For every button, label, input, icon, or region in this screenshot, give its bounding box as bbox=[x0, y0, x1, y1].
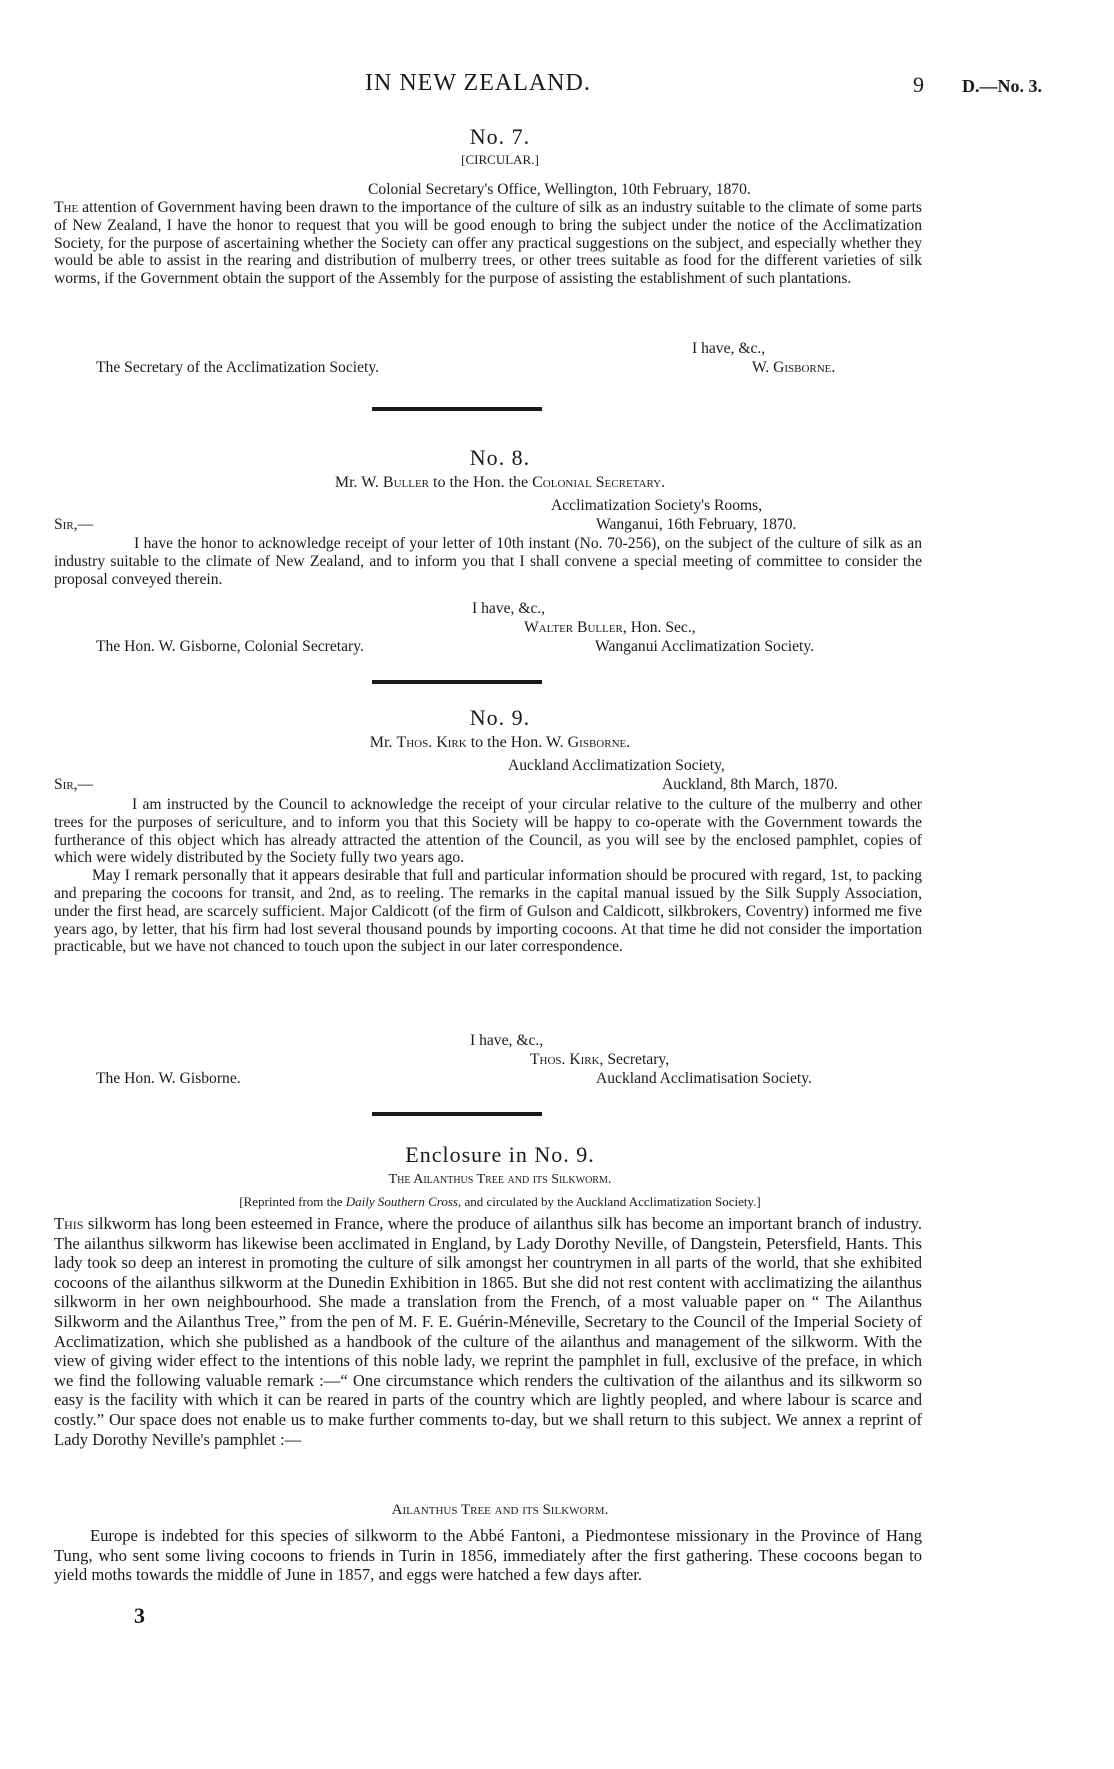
no7-lead-word: The bbox=[54, 199, 79, 216]
document-reference: D.—No. 3. bbox=[962, 76, 1042, 96]
no8-address-line1: Acclimatization Society's Rooms, bbox=[551, 497, 763, 514]
enclosure-subheading: Ailanthus Tree and its Silkworm. bbox=[391, 1502, 609, 1518]
no8-signature-org: Wanganui Acclimatization Society. bbox=[595, 638, 815, 655]
signature-mark: 3 bbox=[134, 1603, 145, 1628]
section-divider bbox=[372, 680, 542, 684]
no9-closing: I have, &c., bbox=[470, 1032, 544, 1049]
enclosure-title: The Ailanthus Tree and its Silkworm. bbox=[388, 1172, 612, 1187]
no8-subtitle: Mr. W. Buller to the Hon. the Colonial Secretary. bbox=[334, 474, 666, 491]
no7-addressee: The Secretary of the Acclimatization Society. bbox=[96, 359, 380, 376]
enclosure-lead-word: This bbox=[54, 1214, 84, 1233]
no8-salutation: Sir,— bbox=[54, 516, 94, 533]
enclosure-heading: Enclosure in No. 9. bbox=[405, 1142, 595, 1167]
enclosure-paragraph-2: Europe is indebted for this species of silkworm to the Abbé Fantoni, a Piedmontese missionary in the Province of Hang Tung, who sent some living cocoons to friends in Turin in 1856, immediately after the first gathering. These cocoons began to yield moths towards the middle of June in 1857, and eggs were hatched a few days after. bbox=[54, 1526, 922, 1585]
no9-subtitle: Mr. Thos. Kirk to the Hon. W. Gisborne. bbox=[369, 734, 631, 751]
enclosure-body bbox=[54, 1214, 922, 1449]
no8-addressee: The Hon. W. Gisborne, Colonial Secretary. bbox=[96, 638, 364, 655]
no7-signature: W. Gisborne. bbox=[752, 359, 836, 376]
no9-heading: No. 9. bbox=[469, 705, 531, 730]
running-title: IN NEW ZEALAND. bbox=[365, 70, 591, 96]
no7-closing: I have, &c., bbox=[692, 340, 766, 357]
no7-heading: No. 7. bbox=[469, 124, 531, 149]
no7-circular-label: [CIRCULAR.] bbox=[461, 152, 539, 167]
no9-paragraph-1: I am instructed by the Council to acknowledge the receipt of your circular relative to the culture of the mulberry and other trees for the purposes of sericulture, and to inform you that this Society will be happy to co-operate with the Government towards the furtherance of this object which has already attracted the attention of the Council, as you will see by the enclosed pamphlet, copies of which were widely distributed by the Society fully two years ago. bbox=[54, 796, 922, 867]
no8-body: I have the honor to acknowledge receipt of your letter of 10th instant (No. 70-256), on the subject of the culture of silk as an industry suitable to the climate of New Zealand, and to inform you that I shall convene a special meeting of committee to consider the proposal conveyed therein. bbox=[54, 535, 922, 588]
no9-body bbox=[54, 796, 922, 956]
no7-dateline: Colonial Secretary's Office, Wellington, 10th February, 1870. bbox=[368, 181, 751, 198]
page-number: 9 bbox=[913, 72, 925, 97]
no8-closing: I have, &c., bbox=[472, 600, 546, 617]
enclosure-reprint-note: [Reprinted from the Daily Southern Cross, and circulated by the Auckland Acclimatization Society.] bbox=[239, 1194, 761, 1209]
no9-salutation: Sir,— bbox=[54, 776, 94, 793]
no9-addressee: The Hon. W. Gisborne. bbox=[96, 1070, 241, 1087]
no7-body bbox=[54, 199, 922, 288]
no9-paragraph-2: May I remark personally that it appears desirable that full and particular information should be procured with regard, 1st, to packing and preparing the cocoons for transit, and 2nd, as to reeling. The remarks in the capital manual issued by the Silk Supply Association, under the first head, are scarcely sufficient. Major Caldicott (of the firm of Gulson and Caldicott, silkbrokers, Coventry) informed me five years ago, by letter, that his firm had lost several thousand pounds by importing cocoons. At that time he did not consider the importation practicable, but we have not chanced to touch upon the subject in our later correspondence. bbox=[54, 867, 922, 956]
no9-address-line1: Auckland Acclimatization Society, bbox=[508, 757, 725, 774]
no8-signature: Walter Buller, Hon. Sec., bbox=[524, 619, 696, 636]
no8-address-line2: Wanganui, 16th February, 1870. bbox=[596, 516, 797, 533]
section-divider bbox=[372, 1112, 542, 1116]
no9-signature-org: Auckland Acclimatisation Society. bbox=[596, 1070, 812, 1087]
enclosure-body-text: silkworm has long been esteemed in France, where the produce of ailanthus silk has become an important branch of industry. The ailanthus silkworm has likewise been acclimated in England, by Lady Dorothy Neville, of Dangstein, Petersfield, Hants. This lady took so deep an interest in promoting the culture of silk amongst her countrymen in all parts of the world, that she exhibited cocoons of the ailanthus silkworm at the Dunedin Exhibition in 1865. But she did not rest content with acclimatizing the ailanthus silkworm in her own neighbourhood. She made a translation from the French, of a most valuable paper on “ The Ailanthus Silkworm and the Ailanthus Tree,” from the pen of M. F. E. Guérin-Méneville, Secretary to the Council of the Imperial Society of Acclimatization, which she published as a handbook of the culture of the ailanthus and management of the silkworm. With the view of giving wider effect to the intentions of this noble lady, we reprint the pamphlet in full, exclusive of the preface, in which we find the following valuable remark :—“ One circumstance which renders the cultivation of the ailanthus and its silkworm so easy is the facility with which it can be reared in parts of the country which are lightly peopled, and where labour is scarce and costly.” Our space does not enable us to make further comments to-day, but we shall return to this subject. We annex a reprint of Lady Dorothy Neville's pamphlet :— bbox=[54, 1214, 922, 1449]
no7-body-text: attention of Government having been drawn to the importance of the culture of silk as an industry suitable to the climate of some parts of New Zealand, I have the honor to request that you will be good enough to bring the subject under the notice of the Acclimatization Society, for the purpose of ascertaining whether the Society can offer any practical suggestions on the subject, and especially whether they would be able to assist in the rearing and distribution of mulberry trees, or other trees suitable as food for the different varieties of silk worms, if the Government obtain the support of the Assembly for the purpose of assisting the establishment of such plantations. bbox=[54, 199, 922, 288]
no9-address-line2: Auckland, 8th March, 1870. bbox=[662, 776, 838, 793]
section-divider bbox=[372, 407, 542, 411]
no9-signature: Thos. Kirk, Secretary, bbox=[530, 1051, 670, 1068]
no8-heading: No. 8. bbox=[469, 445, 531, 470]
